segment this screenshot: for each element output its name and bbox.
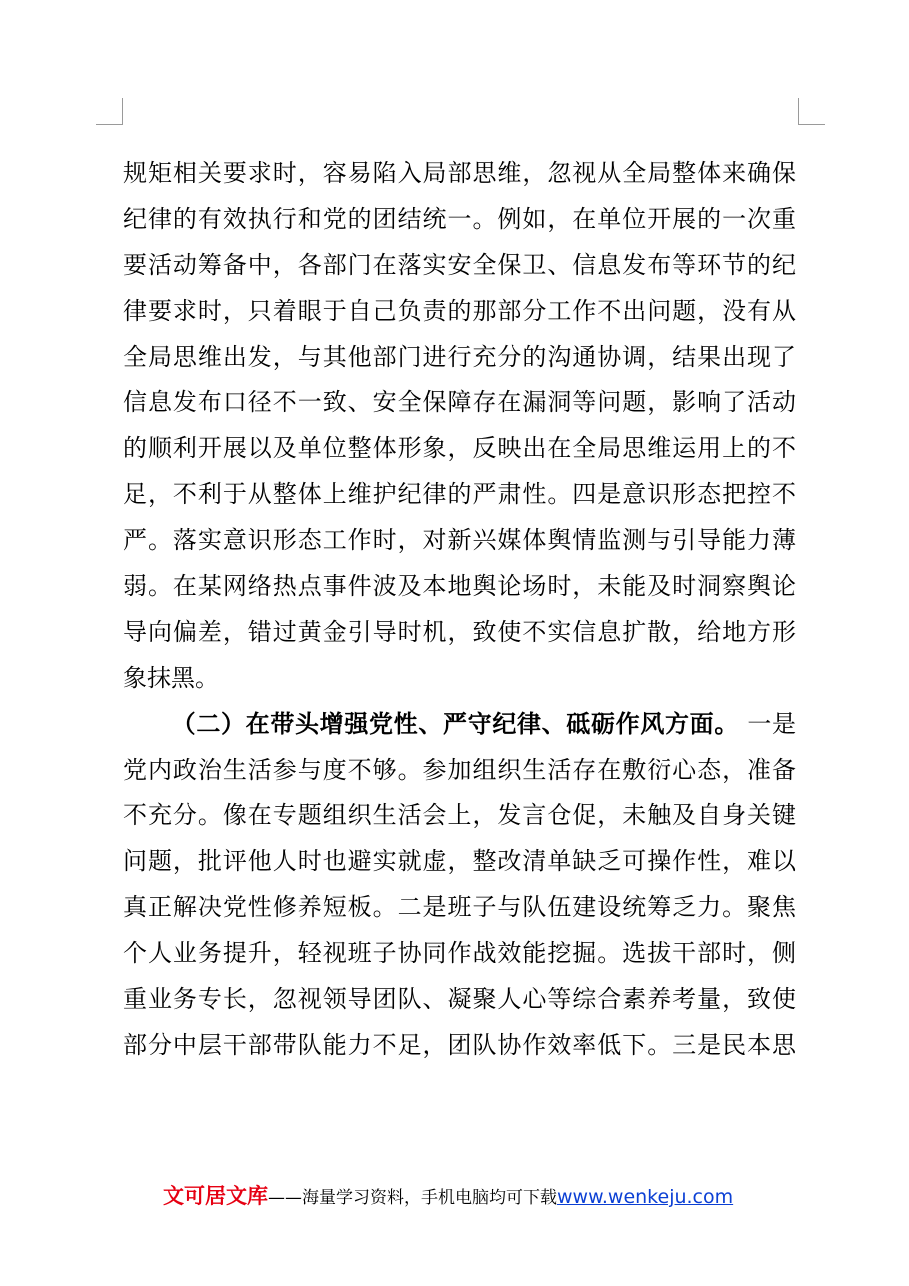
text-line: 问题，批评他人时也避实就虚，整改清单缺乏可操作性，难以 xyxy=(123,847,796,876)
text-line: 弱。在某网络热点事件波及本地舆论场时，未能及时洞察舆论 xyxy=(123,572,796,601)
text-line: 象抹黑。 xyxy=(123,663,219,692)
text-line: 规矩相关要求时，容易陷入局部思维，忽视从全局整体来确保 xyxy=(123,159,796,187)
section-heading: （二）在带头增强党性、严守纪律、砥砺作风方面。 xyxy=(171,709,740,738)
text-line: 导向偏差，错过黄金引导时机，致使不实信息扩散，给地方形 xyxy=(123,617,796,646)
text-line: 信息发布口径不一致、安全保障存在漏洞等问题，影响了活动 xyxy=(123,388,796,417)
footer-slogan: ——海量学习资料，手机电脑均可下载 xyxy=(268,1188,557,1208)
section-heading-line xyxy=(123,702,796,748)
footer-url-link[interactable]: www.wenkeju.com xyxy=(557,1186,734,1208)
footer-brand: 文可居文库 xyxy=(163,1184,268,1208)
crop-mark-top-right xyxy=(798,98,825,125)
text-line: 重业务专长，忽视领导团队、凝聚人心等综合素养考量，致使 xyxy=(123,985,796,1014)
text-line: 律要求时，只着眼于自己负责的那部分工作不出问题，没有从 xyxy=(123,296,796,325)
text-line: 严。落实意识形态工作时，对新兴媒体舆情监测与引导能力薄 xyxy=(123,526,796,555)
text-line: 真正解决党性修养短板。二是班子与队伍建设统筹乏力。聚焦 xyxy=(123,893,796,922)
text-line: 足，不利于从整体上维护纪律的严肃性。四是意识形态把控不 xyxy=(123,480,796,509)
text-line: 不充分。像在专题组织生活会上，发言仓促，未触及自身关键 xyxy=(123,801,796,830)
footer-banner xyxy=(163,1180,783,1214)
text-line: 要活动筹备中，各部门在落实安全保卫、信息发布等环节的纪 xyxy=(123,250,796,279)
text-run: 一是 xyxy=(747,709,796,738)
text-line: 个人业务提升，轻视班子协同作战效能挖掘。选拔干部时，侧 xyxy=(123,939,796,968)
text-line: 的顺利开展以及单位整体形象，反映出在全局思维运用上的不 xyxy=(123,434,796,463)
text-line: 部分中层干部带队能力不足，团队协作效率低下。三是民本思 xyxy=(123,1030,796,1059)
crop-mark-top-left xyxy=(96,98,123,125)
text-line: 全局思维出发，与其他部门进行充分的沟通协调，结果出现了 xyxy=(123,342,796,371)
document-body xyxy=(123,151,796,1069)
text-line: 党内政治生活参与度不够。参加组织生活存在敷衍心态，准备 xyxy=(123,755,796,784)
text-line: 纪律的有效执行和党的团结统一。例如，在单位开展的一次重 xyxy=(123,204,796,233)
